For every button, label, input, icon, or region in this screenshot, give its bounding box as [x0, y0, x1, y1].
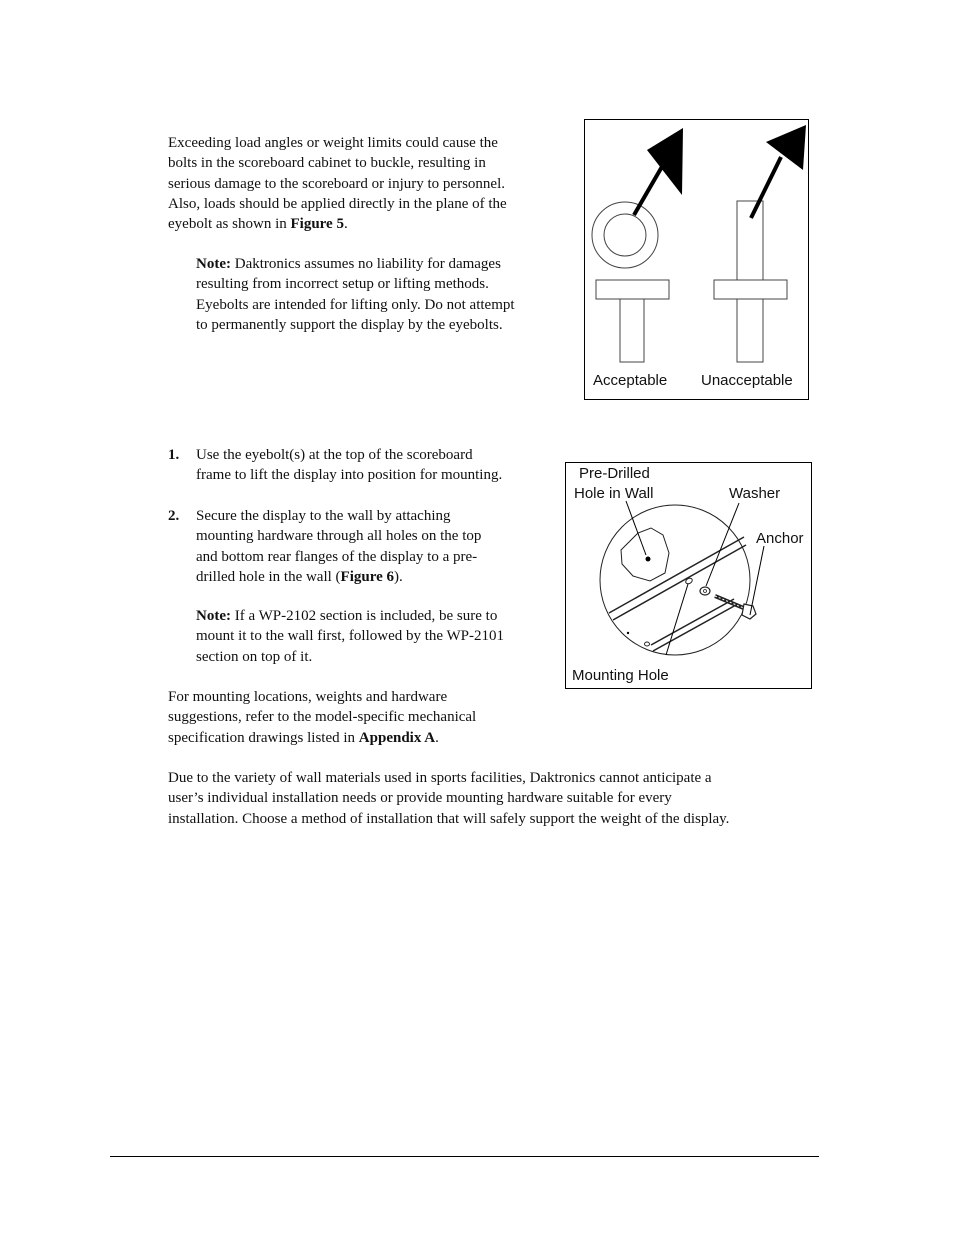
note-line: mount it to the wall first, followed by the WP-2101 — [196, 628, 505, 645]
info-text: . — [435, 729, 439, 746]
step-text: ). — [394, 568, 403, 585]
note-line: section on top of it. — [196, 648, 313, 665]
anchor-caption: Anchor — [756, 530, 804, 547]
appendix-a-reference: Appendix A — [358, 729, 436, 746]
predrilled-caption-line2: Hole in Wall — [574, 485, 654, 502]
acceptable-eyebolt — [592, 202, 669, 362]
figure-6-wall-mounting — [565, 462, 812, 689]
intro-line — [168, 214, 507, 234]
note-line: to permanently support the display by the eyebolts. — [196, 316, 503, 333]
note-liability — [196, 254, 515, 335]
info-line: For mounting locations, weights and hardware — [168, 689, 448, 705]
step-line — [196, 567, 481, 587]
step-line: Use the eyebolt(s) at the top of the scoreboard — [196, 447, 473, 463]
intro-text: eyebolt as shown in — [168, 216, 291, 233]
step-line: mounting hardware through all holes on the top — [196, 528, 482, 545]
figure-5-eyebolt-load — [584, 119, 809, 400]
note-text: If a WP-2102 section is included, be sure to — [230, 608, 498, 624]
unacceptable-caption: Unacceptable — [701, 372, 793, 389]
note-line — [196, 254, 515, 274]
washer-caption: Washer — [729, 485, 781, 502]
intro-line: Also, loads should be applied directly in the plane of the — [168, 195, 507, 212]
note-label: Note: — [196, 256, 231, 272]
step-1-text — [196, 445, 502, 486]
paragraph-line: Due to the variety of wall materials used in sports facilities, Daktronics cannot anticipate a — [168, 770, 712, 786]
intro-line: serious damage to the scoreboard or injury to personnel. — [168, 175, 505, 192]
step-1-number: 1. — [168, 447, 180, 463]
note-line — [196, 606, 504, 626]
figure6-reference: Figure 6 — [340, 568, 395, 585]
paragraph-line: installation. Choose a method of installation that will safely support the weight of the display. — [168, 810, 730, 827]
info-text: specification drawings listed in — [168, 729, 359, 746]
footer-divider — [110, 1156, 819, 1157]
intro-line: bolts in the scoreboard cabinet to buckle, resulting in — [168, 155, 486, 172]
step-2-text — [196, 506, 481, 587]
step-2-number: 2. — [168, 508, 180, 524]
step-line: Secure the display to the wall by attaching — [196, 508, 451, 524]
wall-materials-paragraph — [168, 768, 729, 829]
note-line: Eyebolts are intended for lifting only. Do not attempt — [196, 296, 515, 313]
info-line: suggestions, refer to the model-specific mechanical — [168, 709, 477, 726]
note-text: Daktronics assumes no liability for damages — [230, 256, 501, 272]
acceptable-caption: Acceptable — [593, 372, 668, 389]
intro-line: Exceeding load angles or weight limits could cause the — [168, 135, 498, 151]
figure5-reference: Figure 5 — [290, 216, 344, 233]
intro-paragraph — [168, 133, 507, 234]
step-line: frame to lift the display into position for mounting. — [196, 467, 503, 484]
intro-text: . — [343, 216, 348, 233]
info-line — [168, 728, 476, 748]
unacceptable-eyebolt — [714, 201, 787, 362]
note-line: resulting from incorrect setup or lifting methods. — [196, 276, 489, 293]
paragraph-line: user’s individual installation needs or provide mounting hardware suitable for every — [168, 790, 672, 807]
note-section-order — [196, 606, 504, 667]
predrilled-caption-line1: Pre-Drilled — [579, 465, 650, 482]
predrilled-hole-shape — [621, 528, 669, 581]
step-line: and bottom rear flanges of the display to a pre- — [196, 548, 478, 565]
note-label: Note: — [196, 608, 231, 624]
eyebolt-diagram — [585, 120, 808, 399]
mounting-hole-caption: Mounting Hole — [572, 667, 669, 684]
mounting-info-paragraph — [168, 687, 476, 748]
step-text: drilled hole in the wall ( — [196, 568, 341, 585]
